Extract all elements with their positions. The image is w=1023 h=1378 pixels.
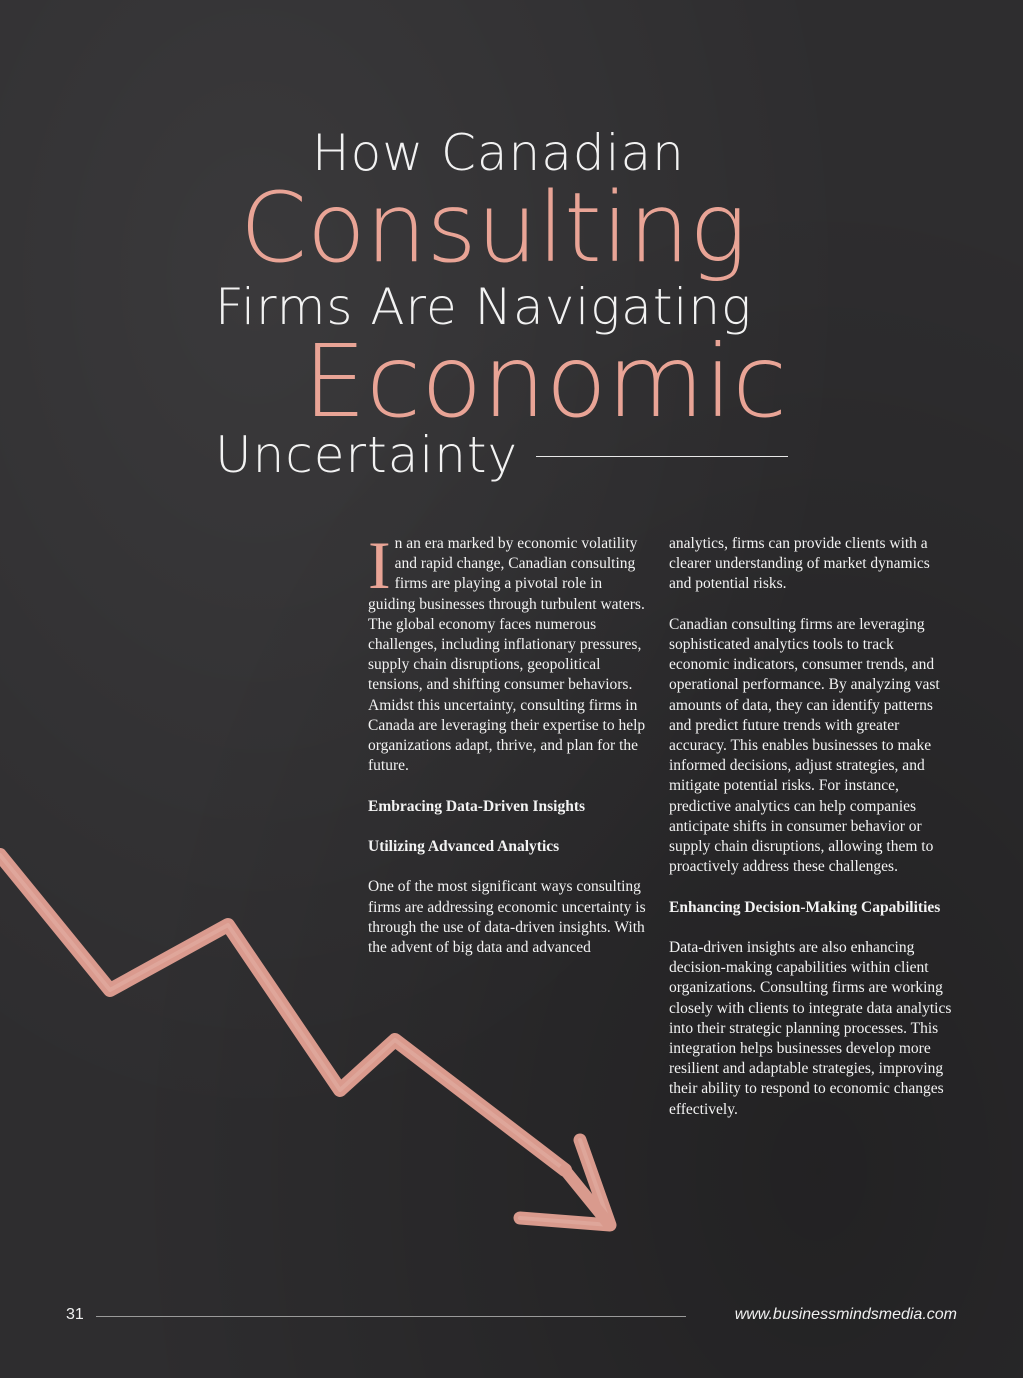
body-paragraph: Canadian consulting firms are leveraging sophisticated analytics tools to track economic indicators, consumer trends, and operational performance. By analyzing vast amounts of data, they can identify patterns and predict future trends with greater accuracy. This enables businesses to make informed decisions, adjust strategies, and mitigate potential risks. For instance, predictive analytics can help companies anticipate shifts in consumer behavior or supply chain disruptions, allowing them to proactively address these challenges. bbox=[669, 615, 940, 876]
title-line-how-canadian: How Canadian bbox=[312, 124, 685, 182]
intro-paragraph bbox=[368, 527, 646, 776]
title-line-consulting: Consulting bbox=[240, 172, 747, 284]
title-rule bbox=[536, 456, 788, 457]
title-line-uncertainty: Uncertainty bbox=[215, 426, 519, 484]
title-line-economic: Economic bbox=[303, 323, 788, 440]
section-heading-advanced-analytics: Utilizing Advanced Analytics bbox=[368, 838, 560, 856]
site-url: www.businessmindsmedia.com bbox=[734, 1306, 957, 1323]
body-paragraph: One of the most significant ways consulting firms are addressing economic uncertainty is through the use of data-driven insights. With the advent of big data and advanced bbox=[368, 878, 646, 957]
title-line-firms-are-navigating: Firms Are Navigating bbox=[215, 278, 753, 336]
drop-cap: I bbox=[368, 527, 391, 603]
body-paragraph: analytics, firms can provide clients with a clearer understanding of market dynamics and potential risks. bbox=[669, 535, 930, 593]
intro-text: n an era marked by economic volatility and rapid change, Canadian consulting firms are playing a pivotal role in guiding businesses through turbulent waters. The global economy faces numerous challenges, including inflationary pressures, supply chain disruptions, geopolitical tensions, and shifting consumer behaviors. Amidst this uncertainty, consulting firms in Canada are leveraging their expertise to help organizations adapt, thrive, and plan for the future. bbox=[368, 535, 646, 775]
section-heading-data-driven: Embracing Data-Driven Insights bbox=[368, 797, 586, 815]
body-paragraph: Data-driven insights are also enhancing decision-making capabilities within client organizations. Consulting firms are working closely with clients to integrate data analytics into their strategic planning processes. This integration helps businesses develop more resilient and adaptable strategies, improving their ability to respond to economic changes effectively. bbox=[669, 939, 952, 1118]
article-column-left bbox=[368, 527, 646, 958]
page-number: 31 bbox=[66, 1306, 84, 1323]
article-column-right bbox=[669, 534, 954, 1120]
footer-rule bbox=[96, 1316, 686, 1317]
section-heading-decision-making: Enhancing Decision-Making Capabilities bbox=[669, 898, 941, 916]
